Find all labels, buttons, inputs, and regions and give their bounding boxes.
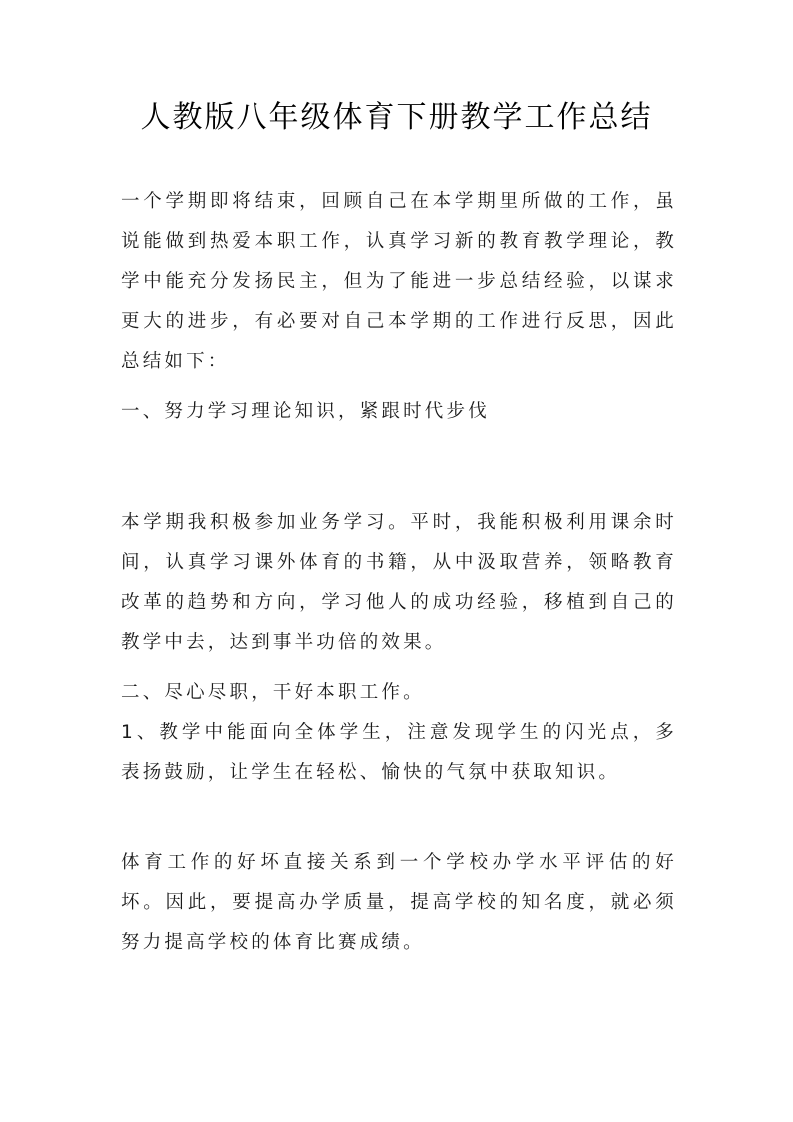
section-2-paragraph: 体育工作的好坏直接关系到一个学校办学水平评估的好坏。因此，要提高办学质量，提高学校的知名度，就必须努力提高学校的体育比赛成绩。 (121, 852, 677, 953)
section-1-heading: 一、努力学习理论知识，紧跟时代步伐 (121, 401, 490, 422)
section-1-paragraph: 本学期我积极参加业务学习。平时，我能积极利用课余时间，认真学习课外体育的书籍，从中汲取营养，领略教育改革的趋势和方向，学习他人的成功经验，移植到自己的教学中去，达到事半功倍的效果。 (121, 512, 677, 653)
document-title: 人教版八年级体育下册教学工作总结 (140, 100, 653, 135)
section-2-heading: 二、尽心尽职，干好本职工作。 (121, 682, 425, 703)
section-2-item-1: 1、教学中能面向全体学生，注意发现学生的闪光点，多表扬鼓励，让学生在轻松、愉快的气氛中获取知识。 (121, 722, 677, 783)
intro-paragraph: 一个学期即将结束，回顾自己在本学期里所做的工作，虽说能做到热爱本职工作，认真学习新的教育教学理论，教学中能充分发扬民主，但为了能进一步总结经验，以谋求更大的进步，有必要对自己本学期的工作进行反思，因此总结如下： (121, 191, 677, 372)
